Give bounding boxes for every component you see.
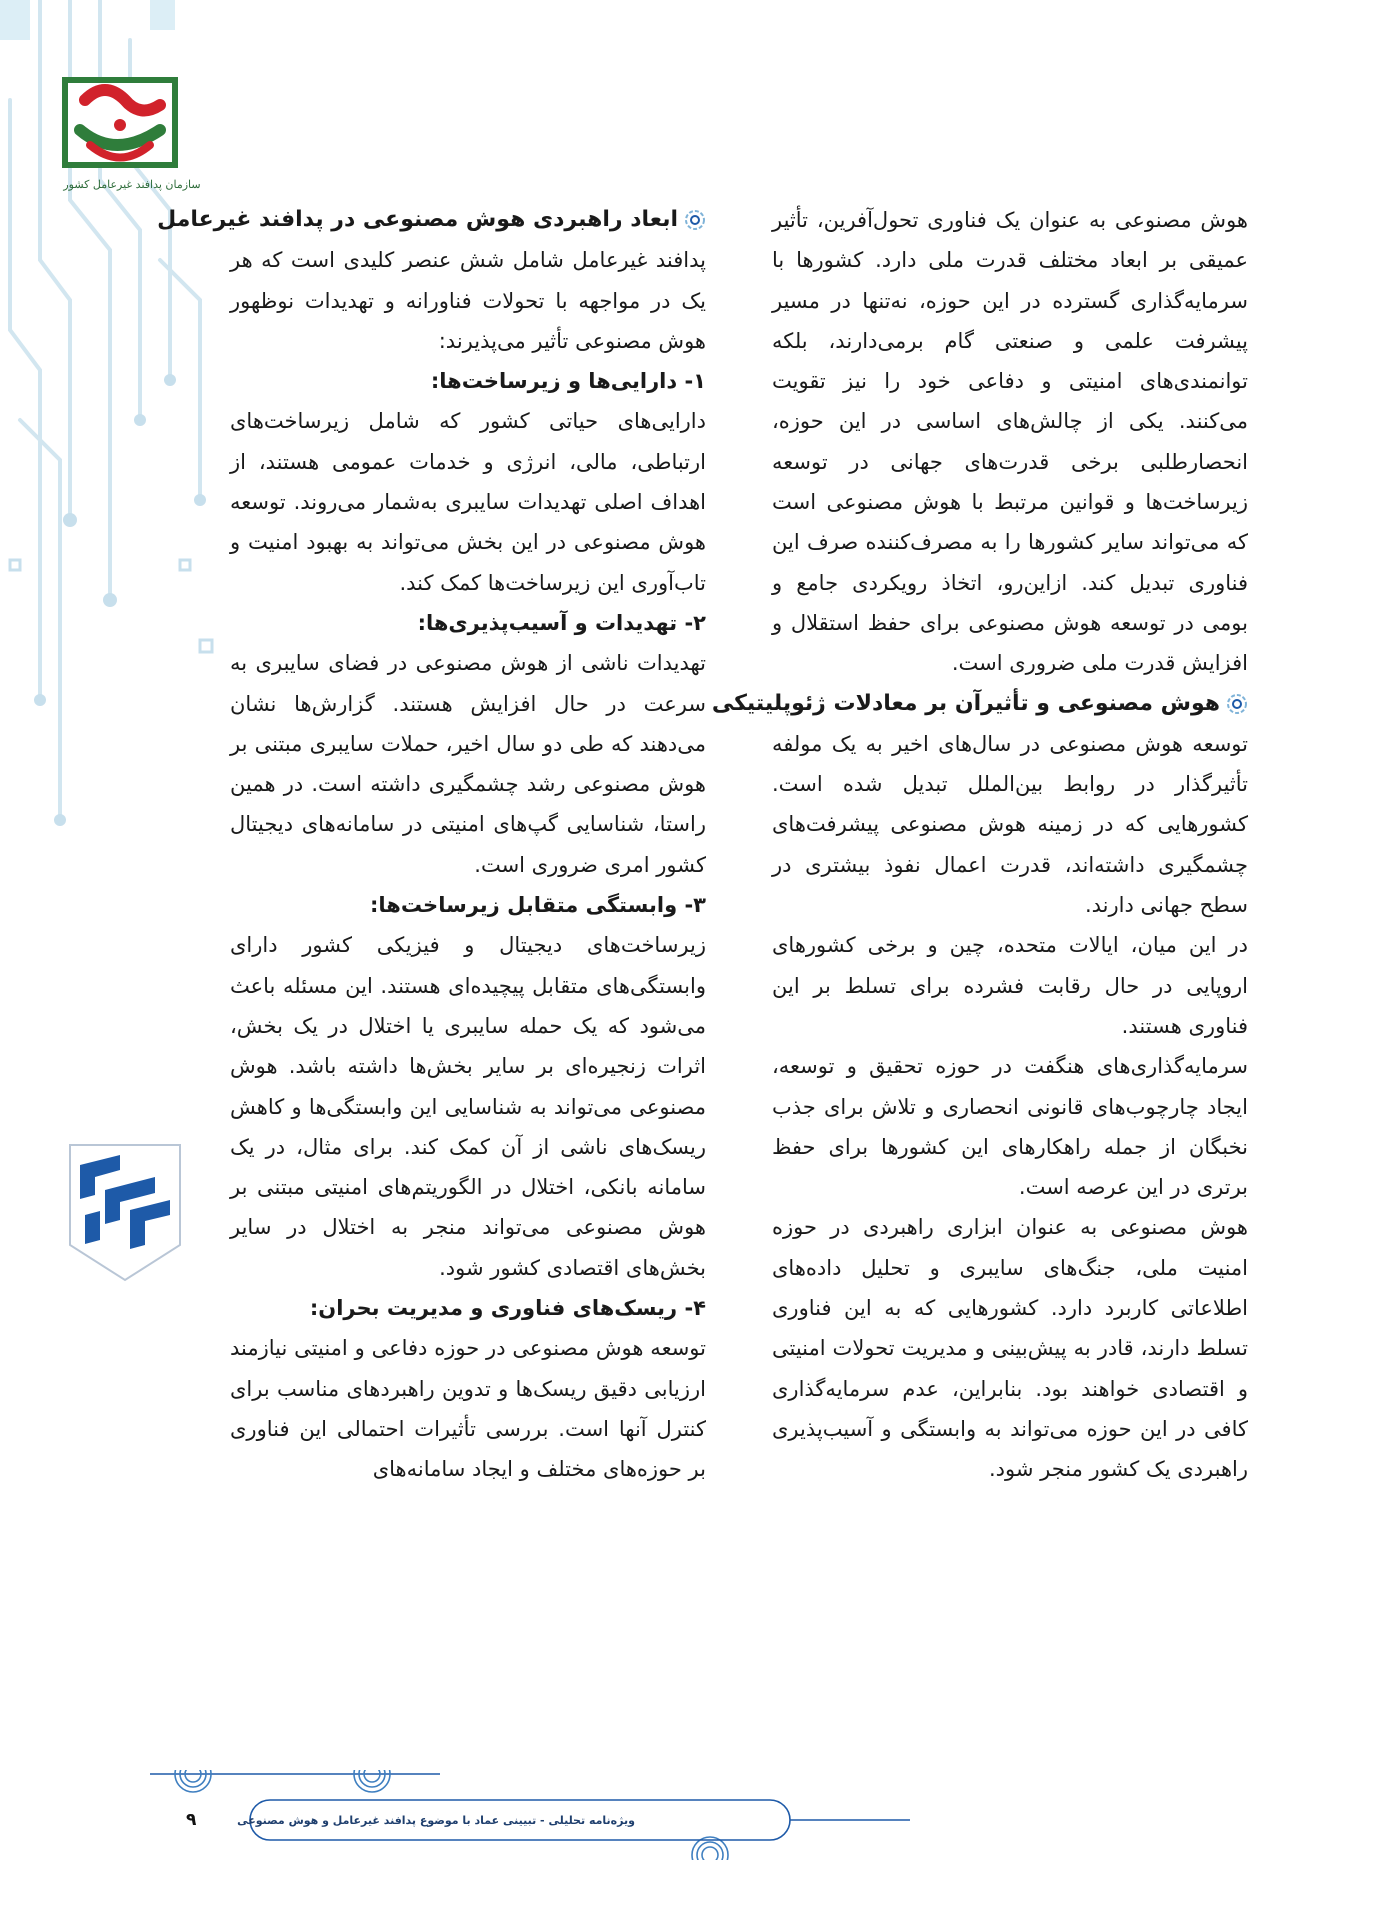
spiral-bullet-icon [1226, 693, 1248, 715]
subsection-title: ۴- ریسک‌های فناوری و مدیریت بحران: [309, 1296, 706, 1321]
footer-caption: ویژه‌نامه تحلیلی - تبیینی عماد با موضوع پدافند غیرعامل و هوش مصنوعی [237, 1814, 635, 1827]
paragraph: توسعه هوش مصنوعی در سال‌های اخیر به یک مولفه تأثیرگذار در روابط بین‌الملل تبدیل شده است. کشورهایی که در زمینه هوش مصنوعی پیشرفت‌های چشمگیری داشته‌اند، قدرت اعمال نفوذ بیشتری در سطح جهانی دارند. [772, 731, 1248, 918]
paragraph: تهدیدات ناشی از هوش مصنوعی در فضای سایبری به سرعت در حال افزایش هستند. گزارش‌ها نشان می‌دهند که طی دو سال اخیر، حملات سایبری مبتنی بر هوش مصنوعی رشد چشمگیری داشته است. در همین راستا، شناسایی گپ‌های امنیتی در سامانه‌های دیجیتال کشور امری ضروری است. [230, 651, 706, 877]
page-number: ۹ [186, 1810, 197, 1830]
paragraph: دارایی‌های حیاتی کشور که شامل زیرساخت‌های ارتباطی، مالی، انرژی و خدمات عمومی هستند، از اهداف اصلی تهدیدات سایبری به‌شمار می‌روند. توسعه هوش مصنوعی در این بخش می‌تواند به بهبود امنیت و تاب‌آوری این زیرساخت‌ها کمک کند. [230, 409, 706, 595]
organization-name: سازمان پدافند غیرعامل کشور [63, 178, 201, 191]
subsection-title: ۱- دارایی‌ها و زیرساخت‌ها: [430, 369, 706, 394]
section-heading-dimensions [157, 200, 706, 240]
section-heading-geopolitics [711, 684, 1248, 724]
left-column [157, 200, 706, 1490]
right-column [711, 200, 1248, 1490]
organization-logo [60, 70, 201, 191]
subsection-title: ۲- تهدیدات و آسیب‌پذیری‌ها: [417, 610, 706, 635]
section-heading-text: ابعاد راهبردی هوش مصنوعی در پدافند غیرعامل [157, 207, 678, 232]
paragraph: زیرساخت‌های دیجیتال و فیزیکی کشور دارای وابستگی‌های متقابل پیچیده‌ای هستند. این مسئله باعث می‌شود که یک حمله سایبری یا اختلال در یک بخش، اثرات زنجیره‌ای بر سایر بخش‌ها داشته باشد. هوش مصنوعی می‌تواند به شناسایی این وابستگی‌ها و کاهش ریسک‌های ناشی از آن کمک کند. برای مثال، در یک سامانه بانکی، اختلال در الگوریتم‌های امنیتی مبتنی بر هوش مصنوعی می‌تواند منجر به اختلال در سایر بخش‌های اقتصادی کشور شود. [230, 933, 706, 1280]
intro-paragraph: هوش مصنوعی به عنوان یک فناوری تحول‌آفرین، تأثیر عمیقی بر ابعاد مختلف قدرت ملی دارد. کشورها با سرمایه‌گذاری گسترده در این حوزه، نه‌تنها در مسیر پیشرفت علمی و صنعتی گام برمی‌دارند، بلکه توانمندی‌های امنیتی و دفاعی خود را نیز تقویت می‌کنند. یکی از چالش‌های اساسی در این حوزه، انحصارطلبی برخی قدرت‌های جهانی در توسعه زیرساخت‌ها و قوانین مرتبط با هوش مصنوعی است که می‌تواند سایر کشورها را به مصرف‌کننده صرف این فناوری تبدیل کند. ازاین‌رو، اتخاذ رویکردی جامع و بومی در توسعه هوش مصنوعی برای حفظ استقلال و افزایش قدرت ملی ضروری است. [772, 208, 1248, 676]
section-heading-text: هوش مصنوعی و تأثیرآن بر معادلات ژئوپلیتیکی [711, 690, 1220, 716]
ammad-logo [60, 1135, 190, 1285]
paragraph: توسعه هوش مصنوعی در حوزه دفاعی و امنیتی نیازمند ارزیابی دقیق ریسک‌ها و تدوین راهبردهای مناسب برای کنترل آنها است. بررسی تأثیرات احتمالی این فناوری بر حوزه‌های مختلف و ایجاد سامانه‌های [230, 1336, 706, 1482]
paragraph: هوش مصنوعی به عنوان ابزاری راهبردی در حوزه امنیت ملی، جنگ‌های سایبری و تحلیل داده‌های اطلاعاتی کاربرد دارد. کشورهایی که به این فناوری تسلط دارند، قادر به پیش‌بینی و مدیریت تحولات امنیتی و اقتصادی خواهند بود. بنابراین، عدم سرمایه‌گذاری کافی در این حوزه می‌تواند به وابستگی و آسیب‌پذیری راهبردی یک کشور منجر شود. [772, 1215, 1248, 1482]
spiral-bullet-icon [684, 209, 706, 231]
paragraph: در این میان، ایالات متحده، چین و برخی کشورهای اروپایی در حال رقابت فشرده برای تسلط بر این فناوری هستند. [772, 933, 1248, 1038]
intro-paragraph: پدافند غیرعامل شامل شش عنصر کلیدی است که هر یک در مواجهه با تحولات فناورانه و تهدیدات نوظهور هوش مصنوعی تأثیر می‌پذیرند: [230, 248, 706, 353]
paragraph: سرمایه‌گذاری‌های هنگفت در حوزه تحقیق و توسعه، ایجاد چارچوب‌های قانونی انحصاری و تلاش برای جذب نخبگان از جمله راهکارهای این کشورها برای حفظ برتری در این عرصه است. [772, 1054, 1248, 1200]
subsection-title: ۳- وابستگی متقابل زیرساخت‌ها: [369, 893, 706, 918]
